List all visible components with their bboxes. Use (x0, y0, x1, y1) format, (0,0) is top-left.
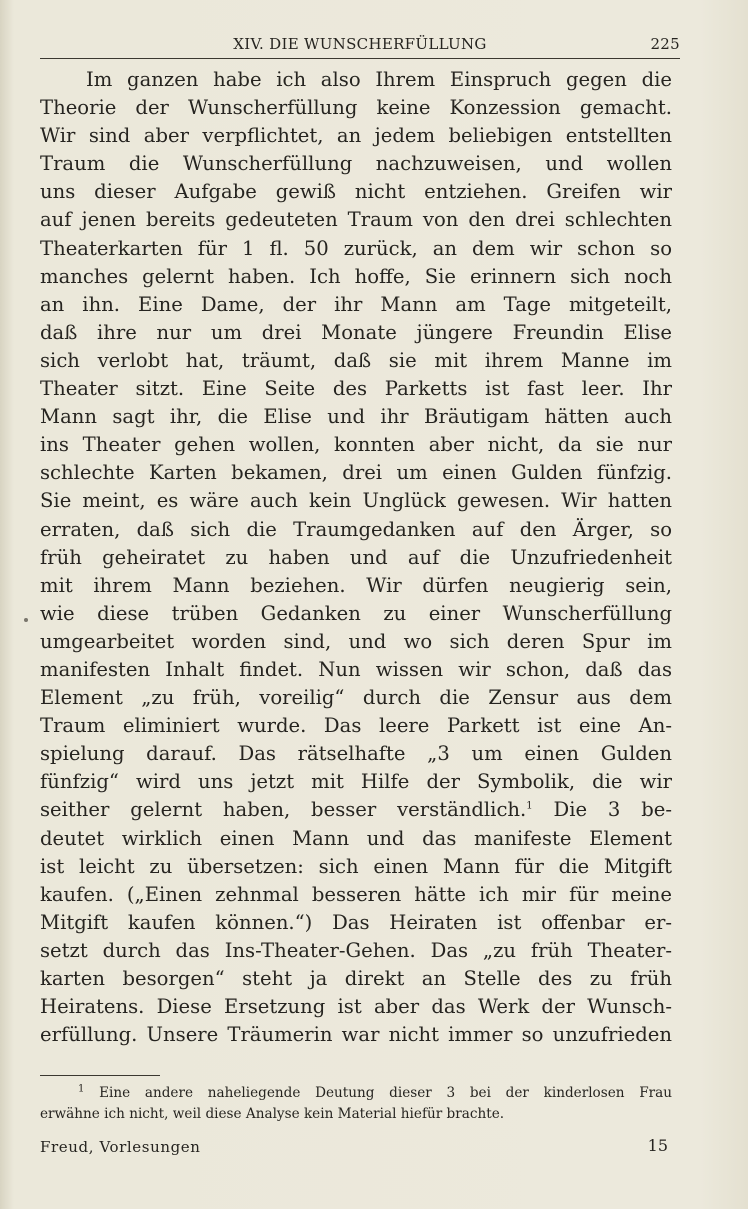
text-line: fünfzig“ wird uns jetzt mit Hilfe der Symbolik, die wir (40, 770, 672, 794)
text-line: deutet wirklich einen Mann und das manifeste Element (40, 826, 672, 850)
text-line: spielung darauf. Das rätselhafte „3 um einen Gulden (40, 742, 672, 766)
footnote (40, 1083, 672, 1125)
page-header (40, 35, 680, 57)
text-line: ist leicht zu übersetzen: sich einen Mann für die Mitgift (40, 854, 672, 878)
footnote-ref: 1 (526, 800, 533, 812)
header-rule (40, 58, 680, 59)
text-line: mit ihrem Mann beziehen. Wir dürfen neugierig sein, (40, 573, 672, 597)
text-line: daß ihre nur um drei Monate jüngere Freundin Elise (40, 320, 672, 344)
text-segment: seither gelernt haben, besser verständlich. (40, 798, 527, 822)
text-line: Theater sitzt. Eine Seite des Parketts ist fast leer. Ihr (40, 377, 672, 401)
text-line: umgearbeitet worden sind, und wo sich deren Spur im (40, 629, 672, 653)
text-line: Wir sind aber verpflichtet, an jedem beliebigen entstellten (40, 124, 672, 148)
running-head: XIV. DIE WUNSCHERFÜLLUNG (233, 35, 487, 53)
body-text (40, 66, 672, 1049)
text-line: kaufen. („Einen zehnmal besseren hätte ich mir für meine (40, 882, 672, 906)
text-segment: Die 3 be- (553, 798, 672, 822)
text-line: setzt durch das Ins-Theater-Gehen. Das „zu früh Theater- (40, 938, 672, 962)
text-line: früh geheiratet zu haben und auf die Unzufriedenheit (40, 545, 672, 569)
text-line: Im ganzen habe ich also Ihrem Einspruch gegen die (86, 68, 672, 91)
text-line: ins Theater gehen wollen, konnten aber nicht, da sie nur (40, 433, 672, 457)
text-line: manifesten Inhalt findet. Nun wissen wir schon, daß das (40, 657, 672, 681)
footnote-line (40, 1083, 672, 1104)
signature-mark: Freud, Vorlesungen (40, 1138, 201, 1156)
text-line: uns dieser Aufgabe gewiß nicht entziehen. Greifen wir (40, 180, 672, 204)
text-line: erraten, daß sich die Traumgedanken auf den Ärger, so (40, 517, 672, 541)
text-line: auf jenen bereits gedeuteten Traum von den drei schlechten (40, 208, 672, 232)
text-line: Element „zu früh, voreilig“ durch die Zensur aus dem (40, 686, 672, 710)
text-line: Theorie der Wunscherfüllung keine Konzession gemacht. (40, 96, 672, 120)
text-line: karten besorgen“ steht ja direkt an Stelle des zu früh (40, 967, 672, 990)
text-line: sich verlobt hat, träumt, daß sie mit ihrem Manne im (40, 348, 672, 372)
margin-dot (24, 618, 28, 622)
footnote-line: erwähne ich nicht, weil diese Analyse kein Material hiefür brachte. (40, 1106, 505, 1122)
text-line: schlechte Karten bekamen, drei um einen Gulden fünfzig. (40, 461, 672, 485)
text-line: Mitgift kaufen können.“) Das Heiraten ist offenbar er- (40, 910, 672, 934)
text-line: Mann sagt ihr, die Elise und ihr Bräutigam hätten auch (40, 405, 672, 429)
text-line: Traum die Wunscherfüllung nachzuweisen, und wollen (40, 152, 672, 176)
text-line: Traum eliminiert wurde. Das leere Parkett ist eine An- (40, 714, 672, 738)
footnote-rule (40, 1075, 160, 1076)
text-line: manches gelernt haben. Ich hoffe, Sie erinnern sich noch (40, 264, 672, 288)
text-line: wie diese trüben Gedanken zu einer Wunscherfüllung (40, 601, 672, 625)
page-number: 225 (650, 35, 680, 53)
footnote-marker: 1 (78, 1083, 85, 1095)
text-line-with-footnote-ref (40, 796, 672, 824)
text-line: an ihn. Eine Dame, der ihr Mann am Tage mitgeteilt, (40, 292, 672, 316)
text-line: Heiratens. Diese Ersetzung ist aber das Werk der Wunsch- (40, 995, 672, 1019)
signature-number: 15 (647, 1136, 668, 1155)
footnote-text: Eine andere naheliegende Deutung dieser 3 bei der kinderlosen Frau (99, 1085, 672, 1101)
text-line: erfüllung. Unsere Träumerin war nicht immer so unzufrieden (40, 1023, 672, 1047)
text-line: Sie meint, es wäre auch kein Unglück gewesen. Wir hatten (40, 489, 672, 513)
text-line: Theaterkarten für 1 fl. 50 zurück, an dem wir schon so (40, 236, 672, 260)
